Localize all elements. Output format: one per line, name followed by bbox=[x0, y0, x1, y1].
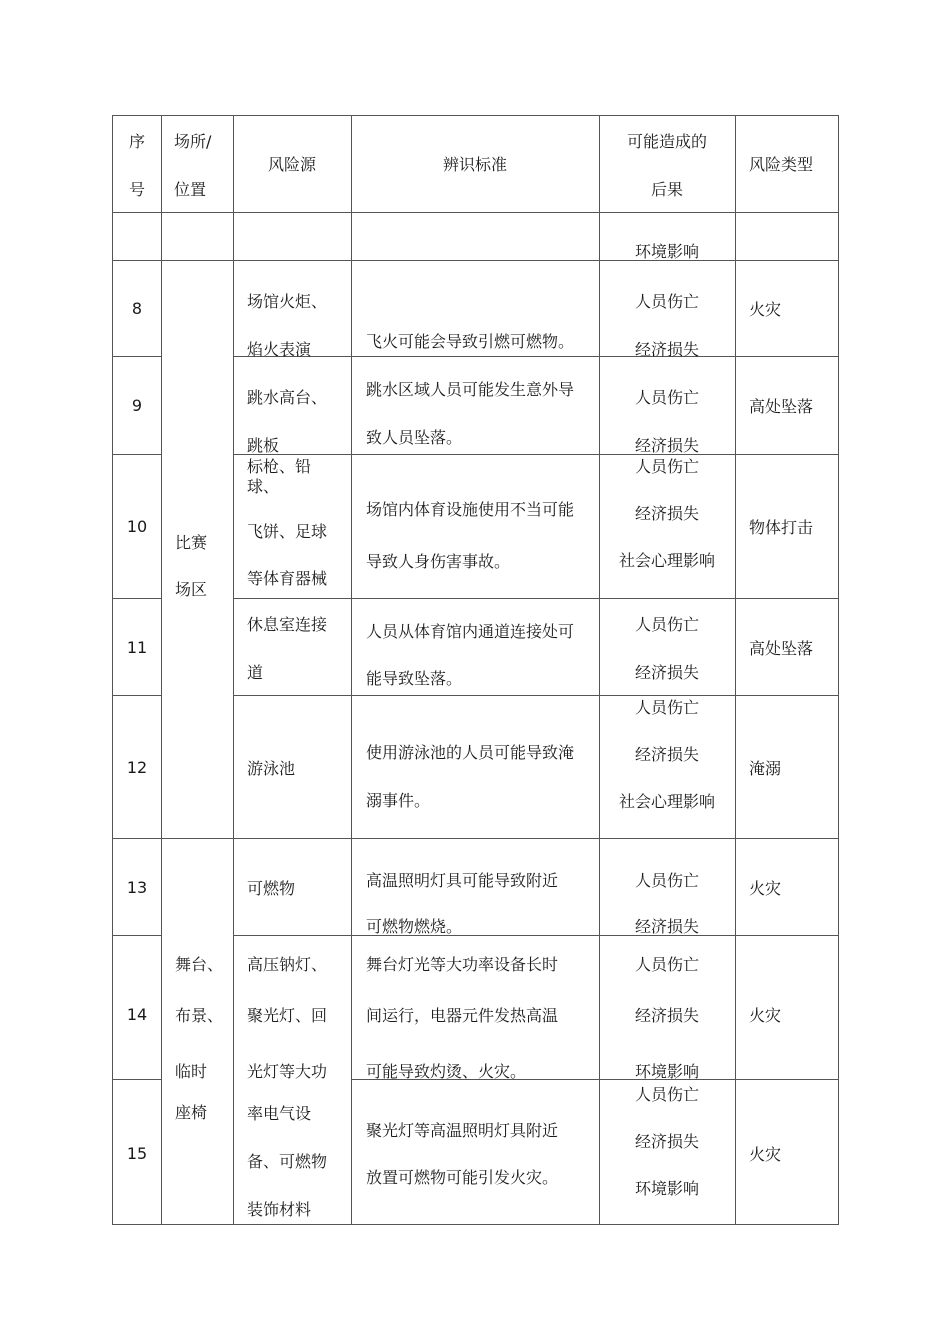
consequence-text: 经济损失 bbox=[634, 340, 700, 359]
header-consequence: 可能造成的 bbox=[626, 132, 708, 151]
grid-line bbox=[161, 115, 162, 1225]
grid-line bbox=[112, 115, 839, 116]
criteria-text: 导致人身伤害事故。 bbox=[366, 552, 511, 571]
consequence-text: 环境影响 bbox=[634, 242, 700, 261]
header-place: 位置 bbox=[174, 180, 207, 199]
criteria-text: 跳水区域人员可能发生意外导 bbox=[366, 380, 575, 399]
grid-line bbox=[112, 695, 161, 696]
consequence-text: 人员伤亡 bbox=[634, 698, 700, 717]
grid-line bbox=[112, 356, 161, 357]
grid-line bbox=[112, 598, 161, 599]
source-text: 游泳池 bbox=[247, 759, 296, 778]
source-text: 场馆火炬、 bbox=[247, 292, 328, 311]
criteria-text: 使用游泳池的人员可能导致淹 bbox=[366, 743, 575, 762]
source-text: 休息室连接 bbox=[247, 615, 328, 634]
criteria-text: 能导致坠落。 bbox=[366, 669, 463, 688]
header-seq: 序 bbox=[128, 132, 146, 151]
header-source: 风险源 bbox=[267, 155, 317, 174]
criteria-text: 舞台灯光等大功率设备长时 bbox=[366, 955, 559, 974]
consequence-text: 经济损失 bbox=[634, 1006, 700, 1025]
seq-number: 10 bbox=[126, 517, 148, 536]
source-text: 球、 bbox=[247, 477, 280, 496]
source-text: 跳板 bbox=[247, 436, 280, 455]
consequence-text: 经济损失 bbox=[634, 917, 700, 936]
header-risk-type: 风险类型 bbox=[748, 155, 814, 174]
risk-type: 火灾 bbox=[749, 300, 782, 319]
consequence-text: 经济损失 bbox=[634, 663, 700, 682]
place-text: 场区 bbox=[175, 580, 208, 599]
grid-line bbox=[599, 115, 600, 1225]
header-seq: 号 bbox=[128, 180, 146, 199]
place-text: 临时 bbox=[175, 1062, 208, 1081]
seq-number: 15 bbox=[126, 1144, 148, 1163]
consequence-text: 经济损失 bbox=[634, 504, 700, 523]
grid-line bbox=[112, 212, 839, 213]
grid-line bbox=[112, 838, 839, 839]
source-text: 焰火表演 bbox=[247, 340, 312, 359]
risk-type: 火灾 bbox=[749, 1006, 782, 1025]
grid-line bbox=[233, 695, 839, 696]
grid-line bbox=[735, 115, 736, 1225]
consequence-text: 经济损失 bbox=[634, 436, 700, 455]
criteria-text: 可燃物燃烧。 bbox=[366, 917, 463, 936]
criteria-text: 放置可燃物可能引发火灾。 bbox=[366, 1168, 559, 1187]
source-text: 可燃物 bbox=[247, 879, 296, 898]
criteria-text: 人员从体育馆内通道连接处可 bbox=[366, 622, 575, 641]
source-text: 光灯等大功 bbox=[247, 1062, 328, 1081]
seq-number: 9 bbox=[131, 396, 143, 415]
consequence-text: 人员伤亡 bbox=[634, 871, 700, 890]
source-text: 标枪、铅 bbox=[247, 457, 312, 476]
grid-line bbox=[112, 935, 161, 936]
grid-line bbox=[233, 356, 839, 357]
header-criteria: 辨识标准 bbox=[442, 155, 508, 174]
grid-line bbox=[233, 454, 839, 455]
place-text: 舞台、 bbox=[175, 955, 224, 974]
header-place: 场所/ bbox=[174, 132, 212, 151]
grid-line bbox=[838, 115, 839, 1225]
criteria-text: 溺事件。 bbox=[366, 791, 431, 810]
consequence-text: 人员伤亡 bbox=[634, 955, 700, 974]
criteria-text: 高温照明灯具可能导致附近 bbox=[366, 871, 559, 890]
seq-number: 8 bbox=[131, 299, 143, 318]
consequence-text: 社会心理影响 bbox=[618, 792, 716, 811]
source-text: 飞饼、足球 bbox=[247, 522, 328, 541]
risk-type: 淹溺 bbox=[749, 759, 782, 778]
source-text: 跳水高台、 bbox=[247, 388, 328, 407]
grid-line bbox=[233, 598, 839, 599]
consequence-text: 环境影响 bbox=[634, 1062, 700, 1081]
consequence-text: 人员伤亡 bbox=[634, 388, 700, 407]
grid-line bbox=[112, 1079, 161, 1080]
criteria-text: 可能导致灼烫、火灾。 bbox=[366, 1062, 527, 1081]
seq-number: 12 bbox=[126, 758, 148, 777]
consequence-text: 人员伤亡 bbox=[634, 457, 700, 476]
risk-type: 火灾 bbox=[749, 879, 782, 898]
consequence-text: 人员伤亡 bbox=[634, 1085, 700, 1104]
place-text: 比赛 bbox=[175, 533, 208, 552]
seq-number: 11 bbox=[126, 638, 148, 657]
grid-line bbox=[233, 115, 234, 1225]
consequence-text: 经济损失 bbox=[634, 1132, 700, 1151]
criteria-text: 间运行，电器元件发热高温 bbox=[366, 1006, 559, 1025]
source-text: 高压钠灯、 bbox=[247, 955, 328, 974]
risk-type: 高处坠落 bbox=[749, 639, 814, 658]
consequence-text: 经济损失 bbox=[634, 745, 700, 764]
seq-number: 13 bbox=[126, 878, 148, 897]
criteria-text: 场馆内体育设施使用不当可能 bbox=[366, 500, 575, 519]
source-text: 装饰材料 bbox=[247, 1200, 312, 1219]
seq-number: 14 bbox=[126, 1005, 148, 1024]
consequence-text: 环境影响 bbox=[634, 1179, 700, 1198]
source-text: 聚光灯、回 bbox=[247, 1006, 328, 1025]
grid-line bbox=[233, 935, 839, 936]
consequence-text: 人员伤亡 bbox=[634, 615, 700, 634]
grid-line bbox=[112, 454, 161, 455]
place-text: 座椅 bbox=[175, 1103, 208, 1122]
risk-type: 物体打击 bbox=[749, 518, 814, 537]
source-text: 等体育器械 bbox=[247, 569, 328, 588]
consequence-text: 人员伤亡 bbox=[634, 292, 700, 311]
grid-line bbox=[112, 260, 839, 261]
risk-type: 火灾 bbox=[749, 1145, 782, 1164]
criteria-text: 致人员坠落。 bbox=[366, 428, 463, 447]
consequence-text: 社会心理影响 bbox=[618, 551, 716, 570]
criteria-text: 飞火可能会导致引燃可燃物。 bbox=[366, 332, 575, 351]
grid-line bbox=[112, 115, 113, 1225]
place-text: 布景、 bbox=[175, 1006, 224, 1025]
grid-line bbox=[112, 1224, 839, 1225]
header-consequence: 后果 bbox=[650, 180, 684, 199]
grid-line bbox=[351, 115, 352, 1225]
source-text: 道 bbox=[247, 663, 264, 682]
criteria-text: 聚光灯等高温照明灯具附近 bbox=[366, 1121, 559, 1140]
source-text: 备、可燃物 bbox=[247, 1152, 328, 1171]
source-text: 率电气设 bbox=[247, 1104, 312, 1123]
risk-type: 高处坠落 bbox=[749, 397, 814, 416]
